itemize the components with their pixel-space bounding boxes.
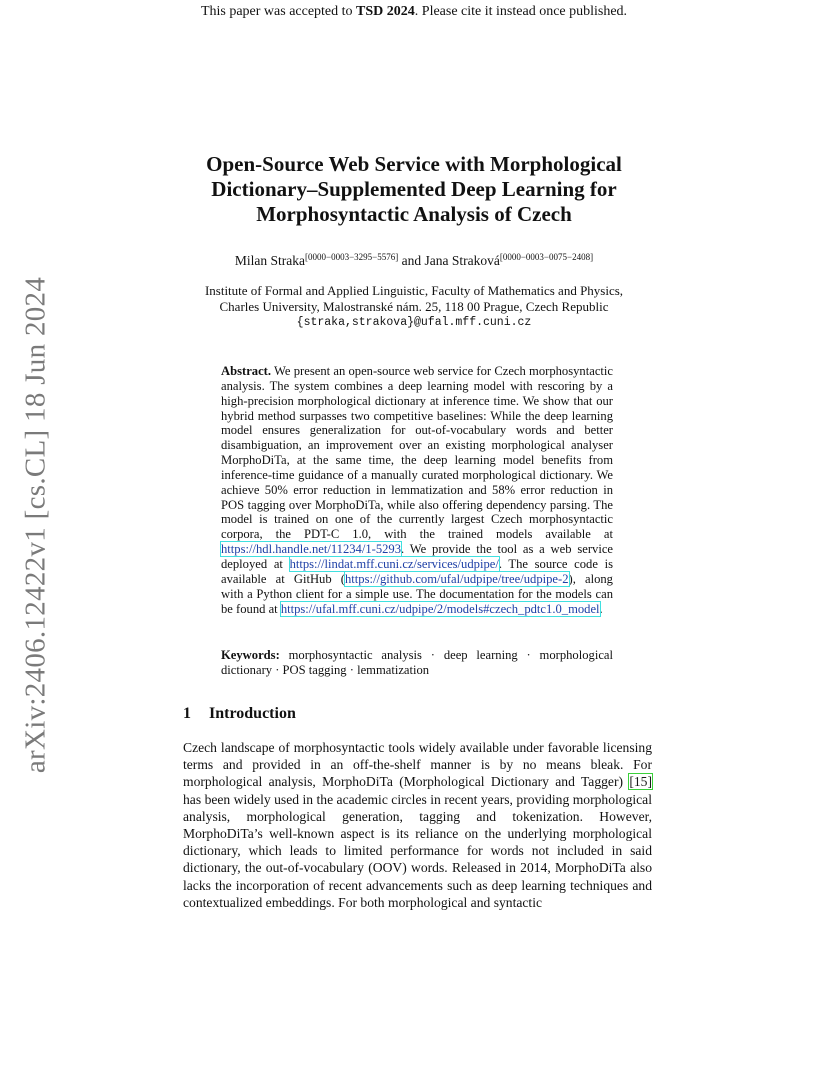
paper-title <box>0 152 828 227</box>
author-1-orcid: [0000−0003−3295−5576] <box>305 252 399 262</box>
author-list <box>0 252 828 269</box>
keywords-heading: Keywords: <box>221 648 280 662</box>
abstract <box>221 364 613 616</box>
author-email[interactable]: {straka,strakova}@ufal.mff.cuni.cz <box>296 316 532 329</box>
abstract-text-3: . The source code is available at GitHub ( <box>221 556 613 586</box>
title-line-3: Morphosyntactic Analysis of Czech <box>256 202 572 226</box>
author-2: Jana Straková <box>424 253 500 268</box>
affiliation-line-2: Charles University, Malostranské nám. 25, 118 00 Prague, Czech Republic <box>219 299 609 314</box>
affiliation <box>0 283 828 331</box>
notice-venue: TSD 2024 <box>356 4 415 19</box>
github-link[interactable]: https://github.com/ufal/udpipe/tree/udpipe-2 <box>345 571 569 586</box>
author-2-orcid: [0000−0003−0075−2408] <box>499 252 594 262</box>
title-line-1: Open-Source Web Service with Morphological <box>206 152 622 176</box>
notice-prefix: This paper was accepted to <box>200 4 357 19</box>
author-1: Milan Straka <box>234 253 306 268</box>
keywords <box>221 648 613 678</box>
keywords-text: morphosyntactic analysis · deep learning · morphological dictionary · POS tagging · lemmatization <box>221 648 613 677</box>
model-link[interactable]: https://hdl.handle.net/11234/1-5293 <box>221 542 402 557</box>
intro-paragraph <box>183 739 652 911</box>
author-separator: and <box>398 253 425 268</box>
notice-suffix: . Please cite it instead once published. <box>414 4 628 19</box>
abstract-text-5: . <box>599 601 603 616</box>
web-service-link[interactable]: https://lindat.mff.cuni.cz/services/udpipe/ <box>289 556 499 571</box>
title-line-2: Dictionary–Supplemented Deep Learning for <box>211 177 617 201</box>
abstract-text-2: . We provide the tool as a web service deployed at <box>221 542 613 571</box>
arxiv-stamp-text: arXiv:2406.12422v1 [cs.CL] 18 Jun 2024 <box>19 276 52 774</box>
abstract-text-1: We present an open-source web service for Czech morphosyntactic analysis. The system combines a deep learning model with rescoring by a high-precision morphological dictionary at inference time. We show that our hybrid method surpasses two competitive baselines: While the deep learning model ensures generalization for out-of-vocabulary words and better disambiguation, an improvement over an existing morphological analyser MorphoDiTa, at the same time, the deep learning model benefits from inference-time guidance of a manually curated morphological dictionary. We achieve 50% error reduction in lemmatization and 58% error reduction in POS tagging over MorphoDiTa, while also offering dependency parsing. The model is trained on one of the currently largest Czech morphosyntactic corpora, the PDT-C 1.0, with the trained models available at <box>221 364 613 542</box>
intro-text-1: Czech landscape of morphosyntactic tools widely available under favorable licensing terms and provided in an off-the-shelf manner is by no means bleak. For morphological analysis, MorphoDiTa (Morphological Dictionary and Tagger) <box>183 740 652 790</box>
abstract-heading: Abstract. <box>221 364 272 378</box>
acceptance-notice <box>0 4 828 20</box>
section-number: 1 <box>183 705 191 722</box>
citation-link[interactable]: [15] <box>629 774 652 790</box>
intro-text-2: has been widely used in the academic circles in recent years, providing morphological analysis, morphological generation, tagging and tokenization. However, MorphoDiTa’s well-known aspect is its reliance on the underlying morphological dictionary, which leads to limited performance for words not included in said dictionary, the out-of-vocabulary (OOV) words. Released in 2014, MorphoDiTa also lacks the incorporation of recent advancements such as deep learning techniques and contextualized embeddings. For both morphological and syntactic <box>183 791 652 910</box>
abstract-text-4: ), along with a Python client for a simple use. The documentation for the models can be found at <box>221 571 613 616</box>
documentation-link[interactable]: https://ufal.mff.cuni.cz/udpipe/2/models#czech_pdtc1.0_model <box>280 601 600 616</box>
section-title: Introduction <box>209 705 296 722</box>
section-heading <box>183 705 296 723</box>
affiliation-line-1: Institute of Formal and Applied Linguistic, Faculty of Mathematics and Physics, <box>204 283 624 298</box>
